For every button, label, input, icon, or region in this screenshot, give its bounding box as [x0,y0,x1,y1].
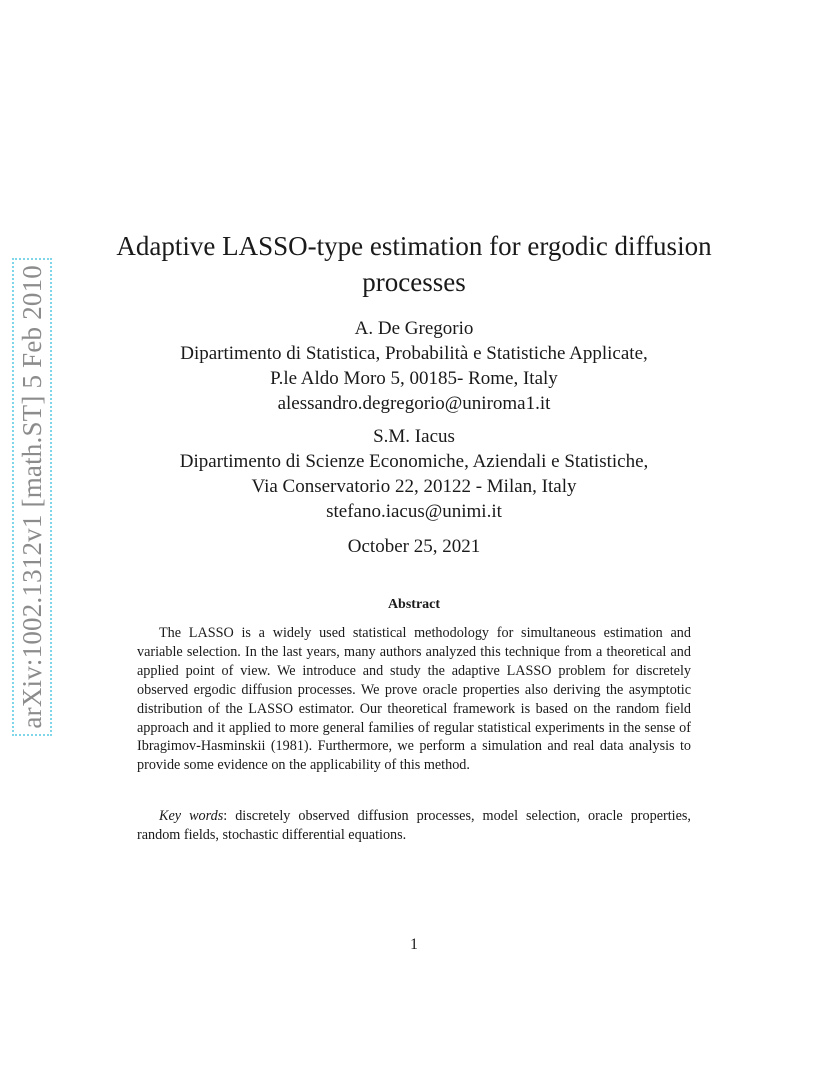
abstract-heading: Abstract [387,597,441,612]
author-affiliation: Dipartimento di Statistica, Probabilità e Statistiche Applicate, [180,343,648,364]
author-block-2 [0,424,828,524]
author-address: P.le Aldo Moro 5, 00185- Rome, Italy [270,368,558,389]
keywords-text: : discretely observed diffusion processes, model selection, oracle properties, random fields, stochastic differential equations. [137,808,691,843]
keywords [137,807,691,845]
title-line-2: processes [362,267,466,297]
author-email: stefano.iacus@unimi.it [326,501,502,522]
author-block-1 [0,316,828,416]
author-address: Via Conservatorio 22, 20122 - Milan, Italy [251,476,577,497]
title-line-1: Adaptive LASSO-type estimation for ergodic diffusion [116,231,712,261]
abstract-text: The LASSO is a widely used statistical methodology for simultaneous estimation and variable selection. In the last years, many authors analyzed this technique from a theoretical and applied point of view. We introduce and study the adaptive LASSO problem for discretely observed ergodic diffusion processes. We prove oracle properties also deriving the asymptotic distribution of the LASSO estimator. Our theoretical framework is based on the random field approach and it applied to more general families of regular statistical experiments in the sense of Ibragimov-Hasminskii (1981). Furthermore, we perform a simulation and real data analysis to provide some evidence on the applicability of this method. [137,625,691,774]
author-name: A. De Gregorio [354,318,474,339]
arxiv-identifier: arXiv:1002.1312v1 [math.ST] 5 Feb 2010 [16,265,47,729]
author-email: alessandro.degregorio@uniroma1.it [277,393,551,414]
paper-date: October 25, 2021 [347,536,481,557]
author-name: S.M. Iacus [373,426,455,447]
keywords-label: Key words [159,808,224,824]
paper-title [0,228,828,300]
author-affiliation: Dipartimento di Scienze Economiche, Aziendali e Statistiche, [179,451,649,472]
page-number: 1 [410,936,418,953]
author-list [0,316,828,532]
